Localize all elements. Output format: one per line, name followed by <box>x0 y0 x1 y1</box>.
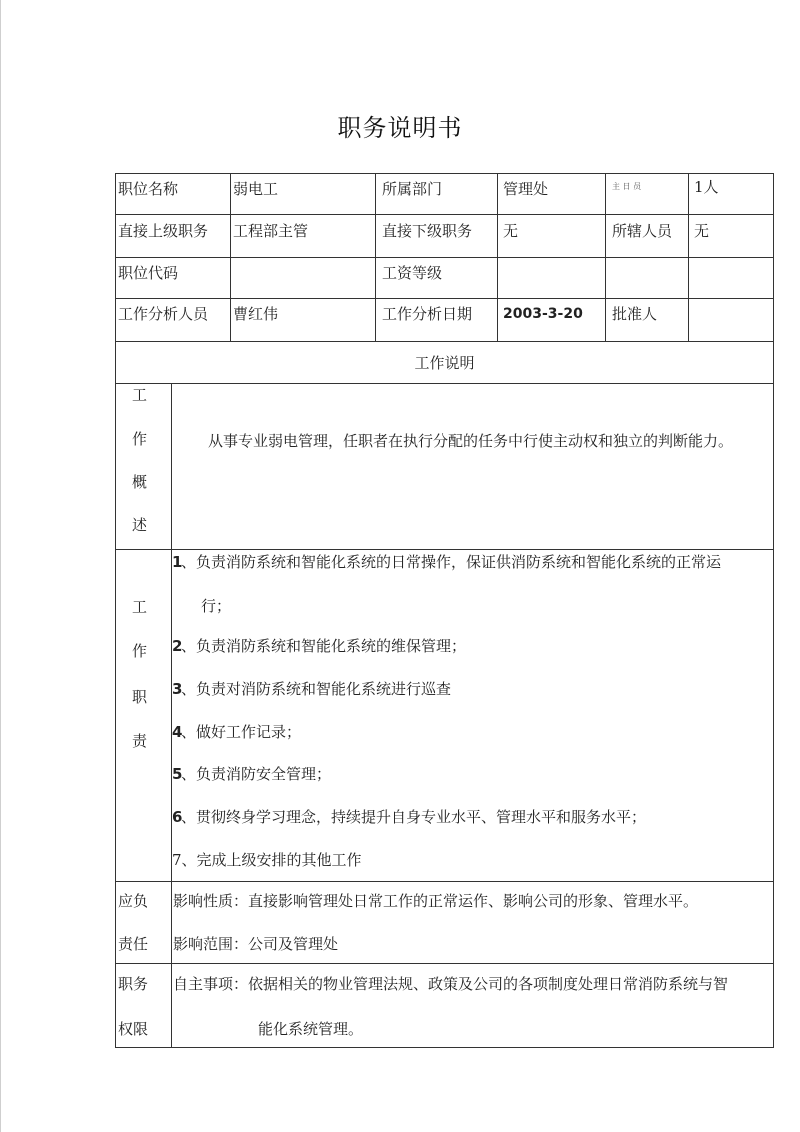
duty-text: 、负责对消防系统和智能化系统进行巡查 <box>181 680 452 698</box>
position-name-label: 职位名称 <box>118 180 179 198</box>
authority-label: 职务 <box>118 975 149 993</box>
superior-label: 直接上级职务 <box>118 222 209 240</box>
rule <box>115 383 774 384</box>
subordinate-value: 无 <box>503 222 519 240</box>
rule <box>115 257 774 258</box>
approver-label: 批准人 <box>612 305 658 323</box>
responsibility-line: 影响范围：公司及管理处 <box>173 935 339 953</box>
overview-label-char: 工 <box>132 386 148 404</box>
overview-label-char: 概 <box>132 473 148 491</box>
department-label: 所属部门 <box>382 180 443 198</box>
duty-text: 、贯彻终身学习理念，持续提升自身专业水平、管理水平和服务水平； <box>181 808 647 826</box>
overview-text: 从事专业弱电管理，任职者在执行分配的任务中行使主动权和独立的判断能力。 <box>208 432 734 450</box>
rule <box>115 214 774 215</box>
duty-number: 3 <box>172 680 183 698</box>
rule <box>773 173 774 1048</box>
duty-text: 、负责消防安全管理； <box>181 765 332 783</box>
duty-text: 、负责消防系统和智能化系统的日常操作，保证供消防系统和智能化系统的正常运 <box>181 553 722 571</box>
duty-number: 1 <box>172 553 183 571</box>
page-edge <box>0 0 1 1132</box>
staff-value: 无 <box>694 222 710 240</box>
rule <box>688 173 689 341</box>
rule <box>115 1047 774 1048</box>
code-label: 职位代码 <box>118 264 179 282</box>
rule <box>115 173 774 174</box>
authority-line: 能化系统管理。 <box>258 1020 364 1038</box>
authority-line: 自主事项：依据相关的物业管理法规、政策及公司的各项制度处理日常消防系统与智 <box>173 975 729 993</box>
rule <box>605 173 606 341</box>
department-value: 管理处 <box>503 180 549 198</box>
analysis-date-value: 2003-3-20 <box>503 306 583 322</box>
analyst-label: 工作分析人员 <box>118 305 209 323</box>
duty-number: 4 <box>172 723 183 741</box>
rule <box>115 881 774 882</box>
page-title: 职务说明书 <box>337 114 463 142</box>
duties-label-char: 工 <box>132 598 148 616</box>
rule <box>115 298 774 299</box>
rule <box>115 549 774 550</box>
overview-label-char: 述 <box>132 516 148 534</box>
superior-value: 工程部主管 <box>233 222 309 240</box>
duty-number: 2 <box>172 637 183 655</box>
rule <box>115 963 774 964</box>
headcount-label: 主 日 员 <box>612 182 642 191</box>
responsibility-label: 责任 <box>118 935 149 953</box>
duties-label-char: 责 <box>132 732 148 750</box>
duty-number: 6 <box>172 808 183 826</box>
duty-number: 5 <box>172 765 183 783</box>
duty-text: 行； <box>201 597 232 615</box>
duties-label-char: 职 <box>132 688 148 706</box>
rule <box>230 173 231 341</box>
overview-label-char: 作 <box>132 430 148 448</box>
analyst-value: 曹红伟 <box>233 305 279 323</box>
section-header: 工作说明 <box>414 354 475 372</box>
rule <box>375 173 376 341</box>
responsibility-line: 影响性质：直接影响管理处日常工作的正常运作、影响公司的形象、管理水平。 <box>173 892 699 910</box>
responsibility-label: 应负 <box>118 892 149 910</box>
duty-text: 、做好工作记录； <box>181 723 302 741</box>
rule <box>171 383 172 1048</box>
analysis-date-label: 工作分析日期 <box>382 305 473 323</box>
staff-label: 所辖人员 <box>612 222 673 240</box>
duty-text: 7、完成上级安排的其他工作 <box>172 851 362 869</box>
authority-label: 权限 <box>118 1020 149 1038</box>
rule <box>115 341 774 342</box>
duty-text: 、负责消防系统和智能化系统的维保管理； <box>181 637 467 655</box>
duties-label-char: 作 <box>132 642 148 660</box>
subordinate-label: 直接下级职务 <box>382 222 473 240</box>
rule <box>115 173 116 1048</box>
salary-label: 工资等级 <box>382 264 443 282</box>
headcount-value: 1人 <box>694 178 719 196</box>
position-name-value: 弱电工 <box>233 180 279 198</box>
rule <box>497 173 498 341</box>
